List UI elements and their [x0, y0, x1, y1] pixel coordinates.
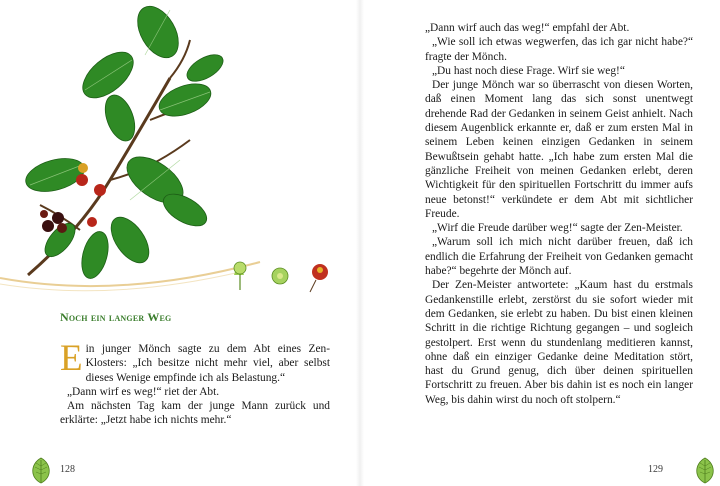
- paragraph-3: Am nächsten Tag kam der junge Mann zurück und erklärte: „Jetzt habe ich nichts mehr.“: [60, 400, 330, 427]
- leaf-icon: [694, 456, 716, 484]
- paragraph-9: „Warum soll ich mich nicht darüber freuen, daß ich endlich die Erfahrung der Freiheit von Gedanken gemacht habe?“ begehrte der Mönch auf.: [425, 236, 693, 278]
- left-page-text: [60, 338, 330, 428]
- flower-detail-1: [234, 262, 246, 290]
- paragraph-4: „Dann wirf auch das weg!“ empfahl der Abt.: [425, 22, 630, 34]
- page-number-right: 129: [648, 464, 663, 475]
- paragraph-8: „Wirf die Freude darüber weg!“ sagte der Zen-Meister.: [432, 222, 683, 235]
- drop-cap: E: [60, 338, 83, 379]
- buckthorn-branch-illustration: [0, 0, 360, 310]
- leaf-icon: [30, 456, 52, 484]
- right-folio: [646, 456, 718, 484]
- paragraph-7: Der junge Mönch war so überrascht von diesen Worten, daß einen Moment lang das sich sonst unentwegt drehende Rad der Gedanken in seinem Geist anhielt. Nach diesem Augenblick erkannte er, daß er zum ersten Mal in seinem Leben keinen einzigen Gedanken in seinem Bewußtsein gehabt hatte. „Ich habe zum ersten Mal die gänzliche Freiheit von meinen Gedanken erlebt, deren Wichtigkeit für den spirituellen Fortschritt du immer aufs neue betonst!“ verkündete er dem Abt mit sichtlicher Freude.: [425, 79, 693, 220]
- paragraph-1: Ein junger Mönch sagte zu dem Abt eines Zen-Klosters: „Ich besitze nicht mehr viel, aber selbst dieses Wenige empfinde ich als Belastung.“: [60, 338, 330, 384]
- fruit-detail: [310, 264, 328, 292]
- right-page-text: [425, 21, 693, 407]
- book-gutter: [356, 0, 364, 486]
- story-title: Noch ein langer Weg: [60, 310, 172, 324]
- flower-detail-2: [272, 268, 288, 284]
- paragraph-10: Der Zen-Meister antwortete: „Kaum hast du erstmals Gedankenstille erlebt, zerstörst du sie sofort wieder mit dem Gedanken, sie erlebt zu haben. Du bist einen kleinen Schritt in die richtige Richtung gegangen – und sogleich gestolpert. Erst wenn du stundenlang meditieren kannst, ohne daß ein einziger Gedanke deine Meditation stört, hast du Grund genug, dich über deinen spirituellen Fortschritt zu freuen. Aber bis dahin ist es noch ein langer Weg, bis dahin wirst du noch oft stolpern.“: [425, 279, 693, 406]
- page-number-left: 128: [60, 464, 75, 475]
- paragraph-5: „Wie soll ich etwas wegwerfen, das ich gar nicht habe?“ fragte der Mönch.: [425, 36, 693, 63]
- left-folio: [30, 456, 100, 484]
- paragraph-2: „Dann wirf es weg!“ riet der Abt.: [67, 385, 220, 398]
- paragraph-6: „Du hast noch diese Frage. Wirf sie weg!“: [432, 64, 625, 77]
